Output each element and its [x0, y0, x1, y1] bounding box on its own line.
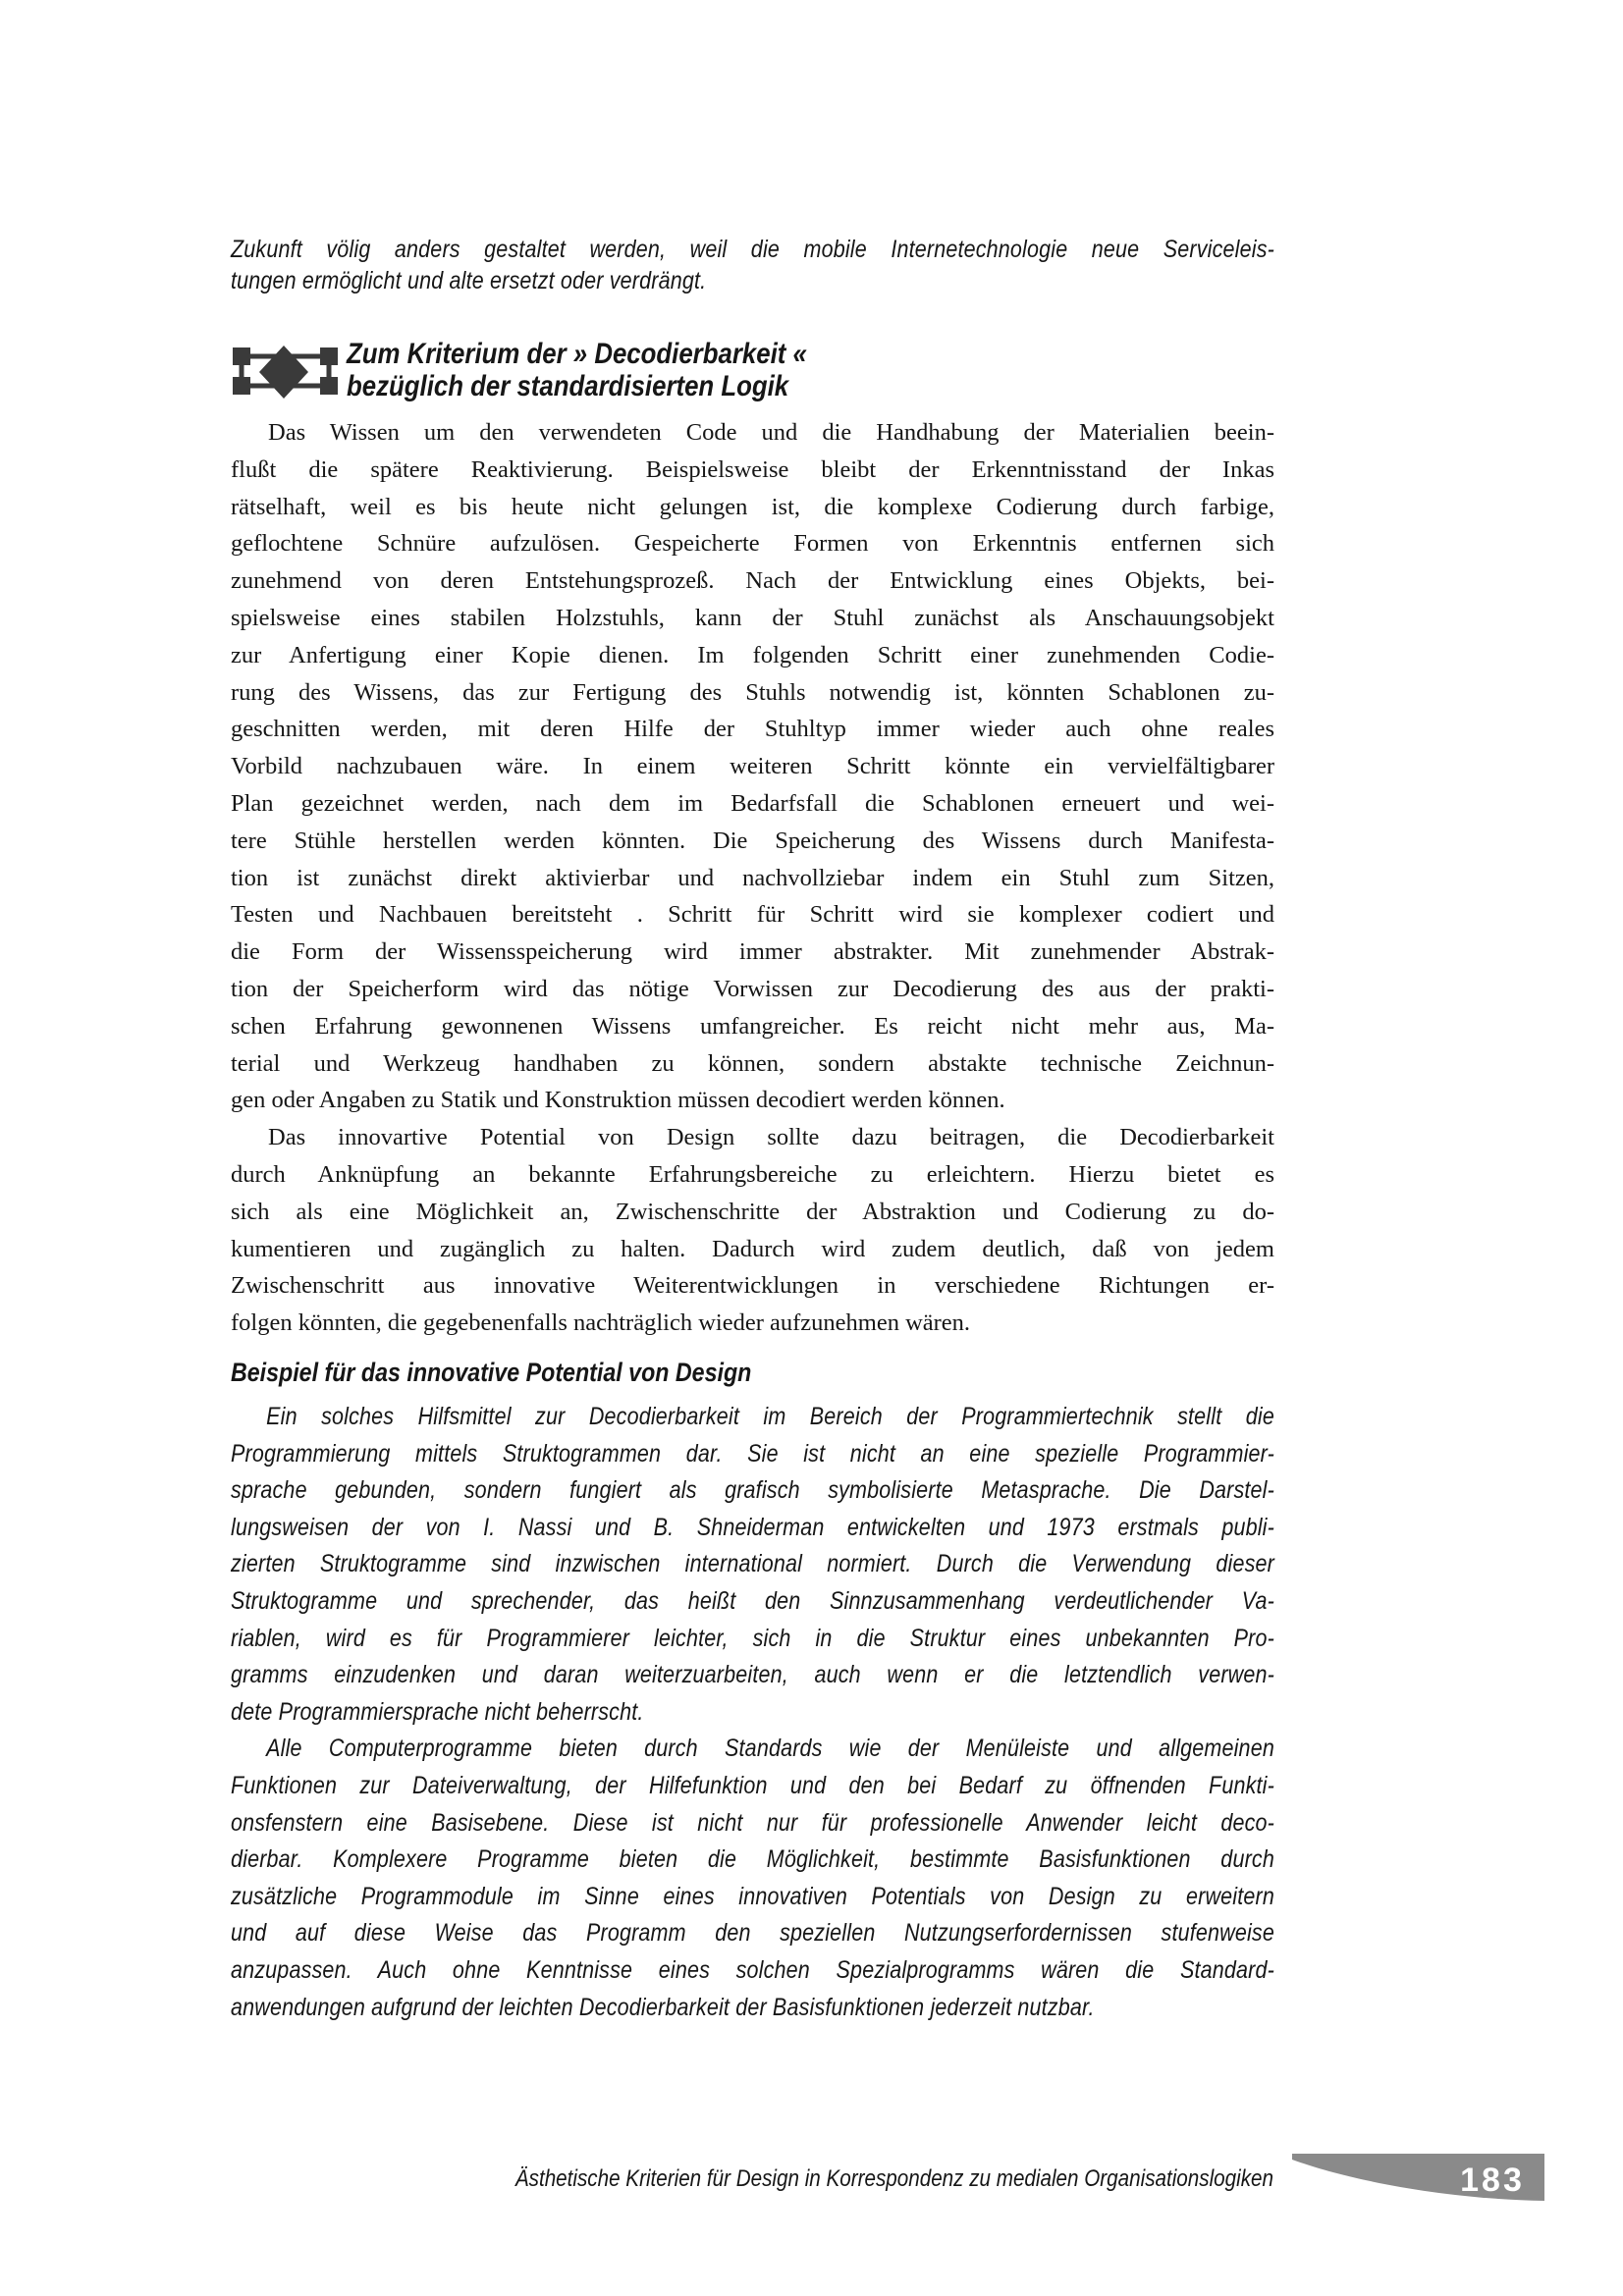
text-line: terial und Werkzeug handhaben zu können, sondern abstakte technische Zeichnun- [231, 1049, 1274, 1077]
section-heading-line1: Zum Kriterium der » Decodierbarkeit « [347, 338, 807, 370]
text-line: gen oder Angaben zu Statik und Konstruktion müssen decodiert werden können. [231, 1087, 1005, 1114]
text-line: zierten Struktogramme sind inzwischen international normiert. Durch die Verwendung dieser [231, 1550, 1274, 1578]
main-body-text [231, 414, 1274, 1342]
text-line: sprache gebunden, sondern fungiert als grafisch symbolisierte Metasprache. Die Darstel- [231, 1476, 1274, 1505]
text-line: Programmierung mittels Struktogrammen dar. Sie ist nicht an eine spezielle Programmier- [231, 1439, 1274, 1468]
section-heading-line2: bezüglich der standardisierten Logik [347, 370, 789, 402]
text-line: und auf diese Weise das Programm den speziellen Nutzungserfordernissen stufenweise [231, 1919, 1274, 1948]
text-line: onsfenstern eine Basisebene. Diese ist nicht nur für professionelle Anwender leicht deco- [231, 1808, 1274, 1837]
text-line: gramms einzudenken und daran weiterzuarbeiten, auch wenn er die letztendlich verwen- [231, 1661, 1274, 1689]
example-paragraph-1 [231, 1399, 1274, 1731]
text-line: Testen und Nachbauen bereitsteht . Schritt für Schritt wird sie komplexer codiert und [231, 901, 1274, 929]
text-line: die Form der Wissensspeicherung wird immer abstrakter. Mit zunehmender Abstrak- [231, 938, 1274, 966]
intro-paragraph [231, 234, 1274, 296]
text-line: tungen ermöglicht und alte ersetzt oder verdrängt. [231, 267, 707, 294]
text-line: dierbar. Komplexere Programme bieten die Möglichkeit, bestimmte Basisfunktionen durch [231, 1845, 1274, 1874]
text-line: rätselhaft, weil es bis heute nicht gelungen ist, die komplexe Codierung durch farbige, [231, 493, 1274, 520]
text-line: anzupassen. Auch ohne Kenntnisse eines solchen Spezialprogramms wären die Standard- [231, 1955, 1274, 1984]
text-line: zusätzliche Programmodule im Sinne eines innovativen Potentials von Design zu erweitern [231, 1882, 1274, 1910]
footer-running-title: Ästhetische Kriterien für Design in Korrespondenz zu medialen Organisationslogiken [514, 2165, 1273, 2192]
diamond-frame-glyph [233, 346, 341, 400]
text-line: Ein solches Hilfsmittel zur Decodierbarkeit im Bereich der Programmiertechnik stellt die [266, 1403, 1274, 1430]
text-line: Zwischenschritt aus innovative Weiterentwicklungen in verschiedene Richtungen er- [231, 1272, 1274, 1300]
text-line: tion ist zunächst direkt aktivierbar und nachvollziebar indem ein Stuhl zum Sitzen, [231, 864, 1274, 891]
example-paragraph-2 [231, 1731, 1274, 2026]
text-line: geflochtene Schnüre aufzulösen. Gespeicherte Formen von Erkenntnis entfernen sich [231, 530, 1274, 558]
text-line: sich als eine Möglichkeit an, Zwischenschritte der Abstraktion und Codierung zu do- [231, 1198, 1274, 1225]
text-line: durch Anknüpfung an bekannte Erfahrungsbereiche zu erleichtern. Hierzu bietet es [231, 1160, 1274, 1188]
text-line: Struktogramme und sprechender, das heißt den Sinnzusammenhang verdeutlichender Va- [231, 1586, 1274, 1615]
text-line: lungsweisen der von I. Nassi und B. Shneiderman entwickelten und 1973 erstmals publi- [231, 1513, 1274, 1541]
text-line: rung des Wissens, das zur Fertigung des Stuhls notwendig ist, könnten Schablonen zu- [231, 678, 1274, 706]
text-line: tion der Speicherform wird das nötige Vorwissen zur Decodierung des aus der prakti- [231, 975, 1274, 1002]
body-paragraph-1 [231, 414, 1274, 1119]
text-line: spielsweise eines stabilen Holzstuhls, kann der Stuhl zunächst als Anschauungsobjekt [231, 604, 1274, 631]
text-line: Funktionen zur Dateiverwaltung, der Hilfefunktion und den bei Bedarf zu öffnenden Funkti- [231, 1771, 1274, 1799]
text-line: zunehmend von deren Entstehungsprozeß. Nach der Entwicklung eines Objekts, bei- [231, 567, 1274, 595]
section-heading [347, 338, 1360, 402]
page-number: 183 [1460, 2162, 1525, 2199]
text-line: anwendungen aufgrund der leichten Decodierbarkeit der Basisfunktionen jederzeit nutzbar. [231, 1993, 1095, 2021]
text-line: flußt die spätere Reaktivierung. Beispielsweise bleibt der Erkenntnisstand der Inkas [231, 455, 1274, 483]
text-line: folgen könnten, die gegebenenfalls nachträglich wieder aufzunehmen wären. [231, 1309, 971, 1337]
body-paragraph-2 [231, 1119, 1274, 1342]
text-line: dete Programmiersprache nicht beherrscht. [231, 1697, 644, 1726]
text-line: geschnitten werden, mit deren Hilfe der Stuhltyp immer wieder auch ohne reales [231, 716, 1274, 743]
example-body-text [231, 1399, 1274, 2026]
text-line: kumentieren und zugänglich zu halten. Dadurch wird zudem deutlich, daß von jedem [231, 1235, 1274, 1262]
example-subheading: Beispiel für das innovative Potential von Design [231, 1358, 752, 1387]
text-line: Plan gezeichnet werden, nach dem im Bedarfsfall die Schablonen erneuert und wei- [231, 789, 1274, 817]
text-line: riablen, wird es für Programmierer leichter, sich in die Struktur eines unbekannten Pro- [231, 1624, 1274, 1652]
text-line: Zukunft völig anders gestaltet werden, weil die mobile Internetechnologie neue Serviceleis- [231, 236, 1274, 263]
text-line: Vorbild nachzubauen wäre. In einem weiteren Schritt könnte ein vervielfältigbarer [231, 753, 1274, 780]
text-line: Das innovartive Potential von Design sollte dazu beitragen, die Decodierbarkeit [268, 1124, 1274, 1151]
text-line: Alle Computerprogramme bieten durch Standards wie der Menüleiste und allgemeinen [266, 1735, 1274, 1763]
text-line: Das Wissen um den verwendeten Code und die Handhabung der Materialien beein- [268, 419, 1274, 446]
section-ornament-diamond-icon [233, 346, 341, 400]
text-line: zur Anfertigung einer Kopie dienen. Im folgenden Schritt einer zunehmenden Codie- [231, 641, 1274, 668]
text-line: tere Stühle herstellen werden könnten. Die Speicherung des Wissens durch Manifesta- [231, 827, 1274, 854]
text-line: schen Erfahrung gewonnenen Wissens umfangreicher. Es reicht nicht mehr aus, Ma- [231, 1012, 1274, 1040]
